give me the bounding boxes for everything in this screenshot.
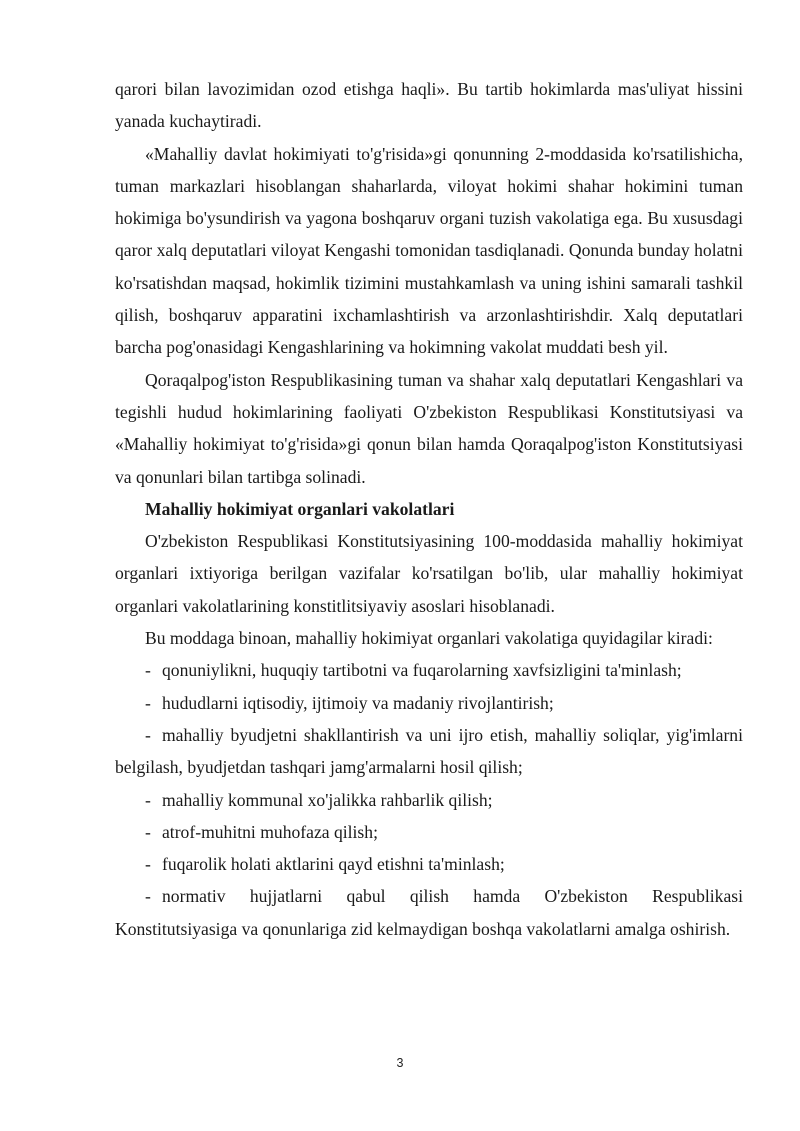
paragraph-karakalpakstan: Qoraqalpog'iston Respublikasining tuman va shahar xalq deputatlari Kengashlari va tegishli hudud hokimlarining faoliyati O'zbekiston Respublikasi Konstitutsiyasi va «Mahalliy hokimiyat to'g'risida»gi qonun bilan hamda Qoraqalpog'iston Konstitutsiyasi va qonunlari bilan tartibga solinadi. <box>115 369 743 487</box>
list-item-text: normativ hujjatlarni qabul qilish hamda O'zbekiston Respublikasi Konstitutsiyasiga va qonunlariga zid kelmaydigan boshqa vakolatlarni amalga oshirish. <box>115 886 743 939</box>
list-item-text: fuqarolik holati aktlarini qayd etishni ta'minlash; <box>162 854 505 875</box>
paragraph-continuation: qarori bilan lavozimidan ozod etishga haqli». Bu tartib hokimlarda mas'uliyat hissini yanada kuchaytiradi. <box>115 79 743 132</box>
list-dash: - <box>145 660 151 681</box>
page-number: 3 <box>396 1056 404 1070</box>
paragraph-constitution-article: O'zbekiston Respublikasi Konstitutsiyasining 100-moddasida mahalliy hokimiyat organlari ixtiyoriga berilgan vazifalar ko'rsatilgan bo'lib, ular mahalliy hokimiyat organlari vakolatlarining konstitlitsiyaviy asoslari hisoblanadi. <box>115 531 743 616</box>
list-item <box>115 719 743 784</box>
list-item <box>115 687 743 719</box>
list-item-text: qonuniylikni, huquqiy tartibotni va fuqarolarning xavfsizligini ta'minlash; <box>162 660 682 681</box>
list-dash: - <box>145 789 151 810</box>
paragraph-local-government-law: «Mahalliy davlat hokimiyati to'g'risida»gi qonunning 2-moddasida ko'rsatilishicha, tuman markazlari hisoblangan shaharlarda, viloyat hokimi shahar hokimini tuman hokimiga bo'ysundirish va yagona boshqaruv organi tuzish vakolatiga ega. Bu xususdagi qaror xalq deputatlari viloyat Kengashi tomonidan tasdiqlanadi. Qonunda bunday holatni ko'rsatishdan maqsad, hokimlik tizimini mustahkamlash va uning ishini samarali tashkil qilish, boshqaruv apparatini ixchamlashtirish va arzonlashtirishdir. Xalq deputatlari barcha pog'onasidagi Kengashlarining va hokimning vakolat muddati besh yil. <box>115 143 743 358</box>
list-dash: - <box>145 854 151 875</box>
section-heading: Mahalliy hokimiyat organlari vakolatlari <box>145 498 455 519</box>
list-dash: - <box>145 692 151 713</box>
list-item <box>115 816 743 848</box>
list-item-text: mahalliy kommunal xo'jalikka rahbarlik qilish; <box>162 789 493 810</box>
document-body <box>115 73 743 945</box>
list-item-text: hududlarni iqtisodiy, ijtimoiy va madaniy rivojlantirish; <box>162 692 554 713</box>
list-item <box>115 848 743 880</box>
list-item-text: atrof-muhitni muhofaza qilish; <box>162 821 378 842</box>
list-item <box>115 784 743 816</box>
list-item <box>115 880 743 945</box>
list-item <box>115 654 743 686</box>
list-dash: - <box>145 724 151 745</box>
list-dash: - <box>145 821 151 842</box>
paragraph-list-intro: Bu moddaga binoan, mahalliy hokimiyat organlari vakolatiga quyidagilar kiradi: <box>145 628 713 649</box>
list-dash: - <box>145 886 151 907</box>
list-item-text: mahalliy byudjetni shakllantirish va uni ijro etish, mahalliy soliqlar, yig'imlarni belgilash, byudjetdan tashqari jamg'armalarni hosil qilish; <box>115 724 743 778</box>
